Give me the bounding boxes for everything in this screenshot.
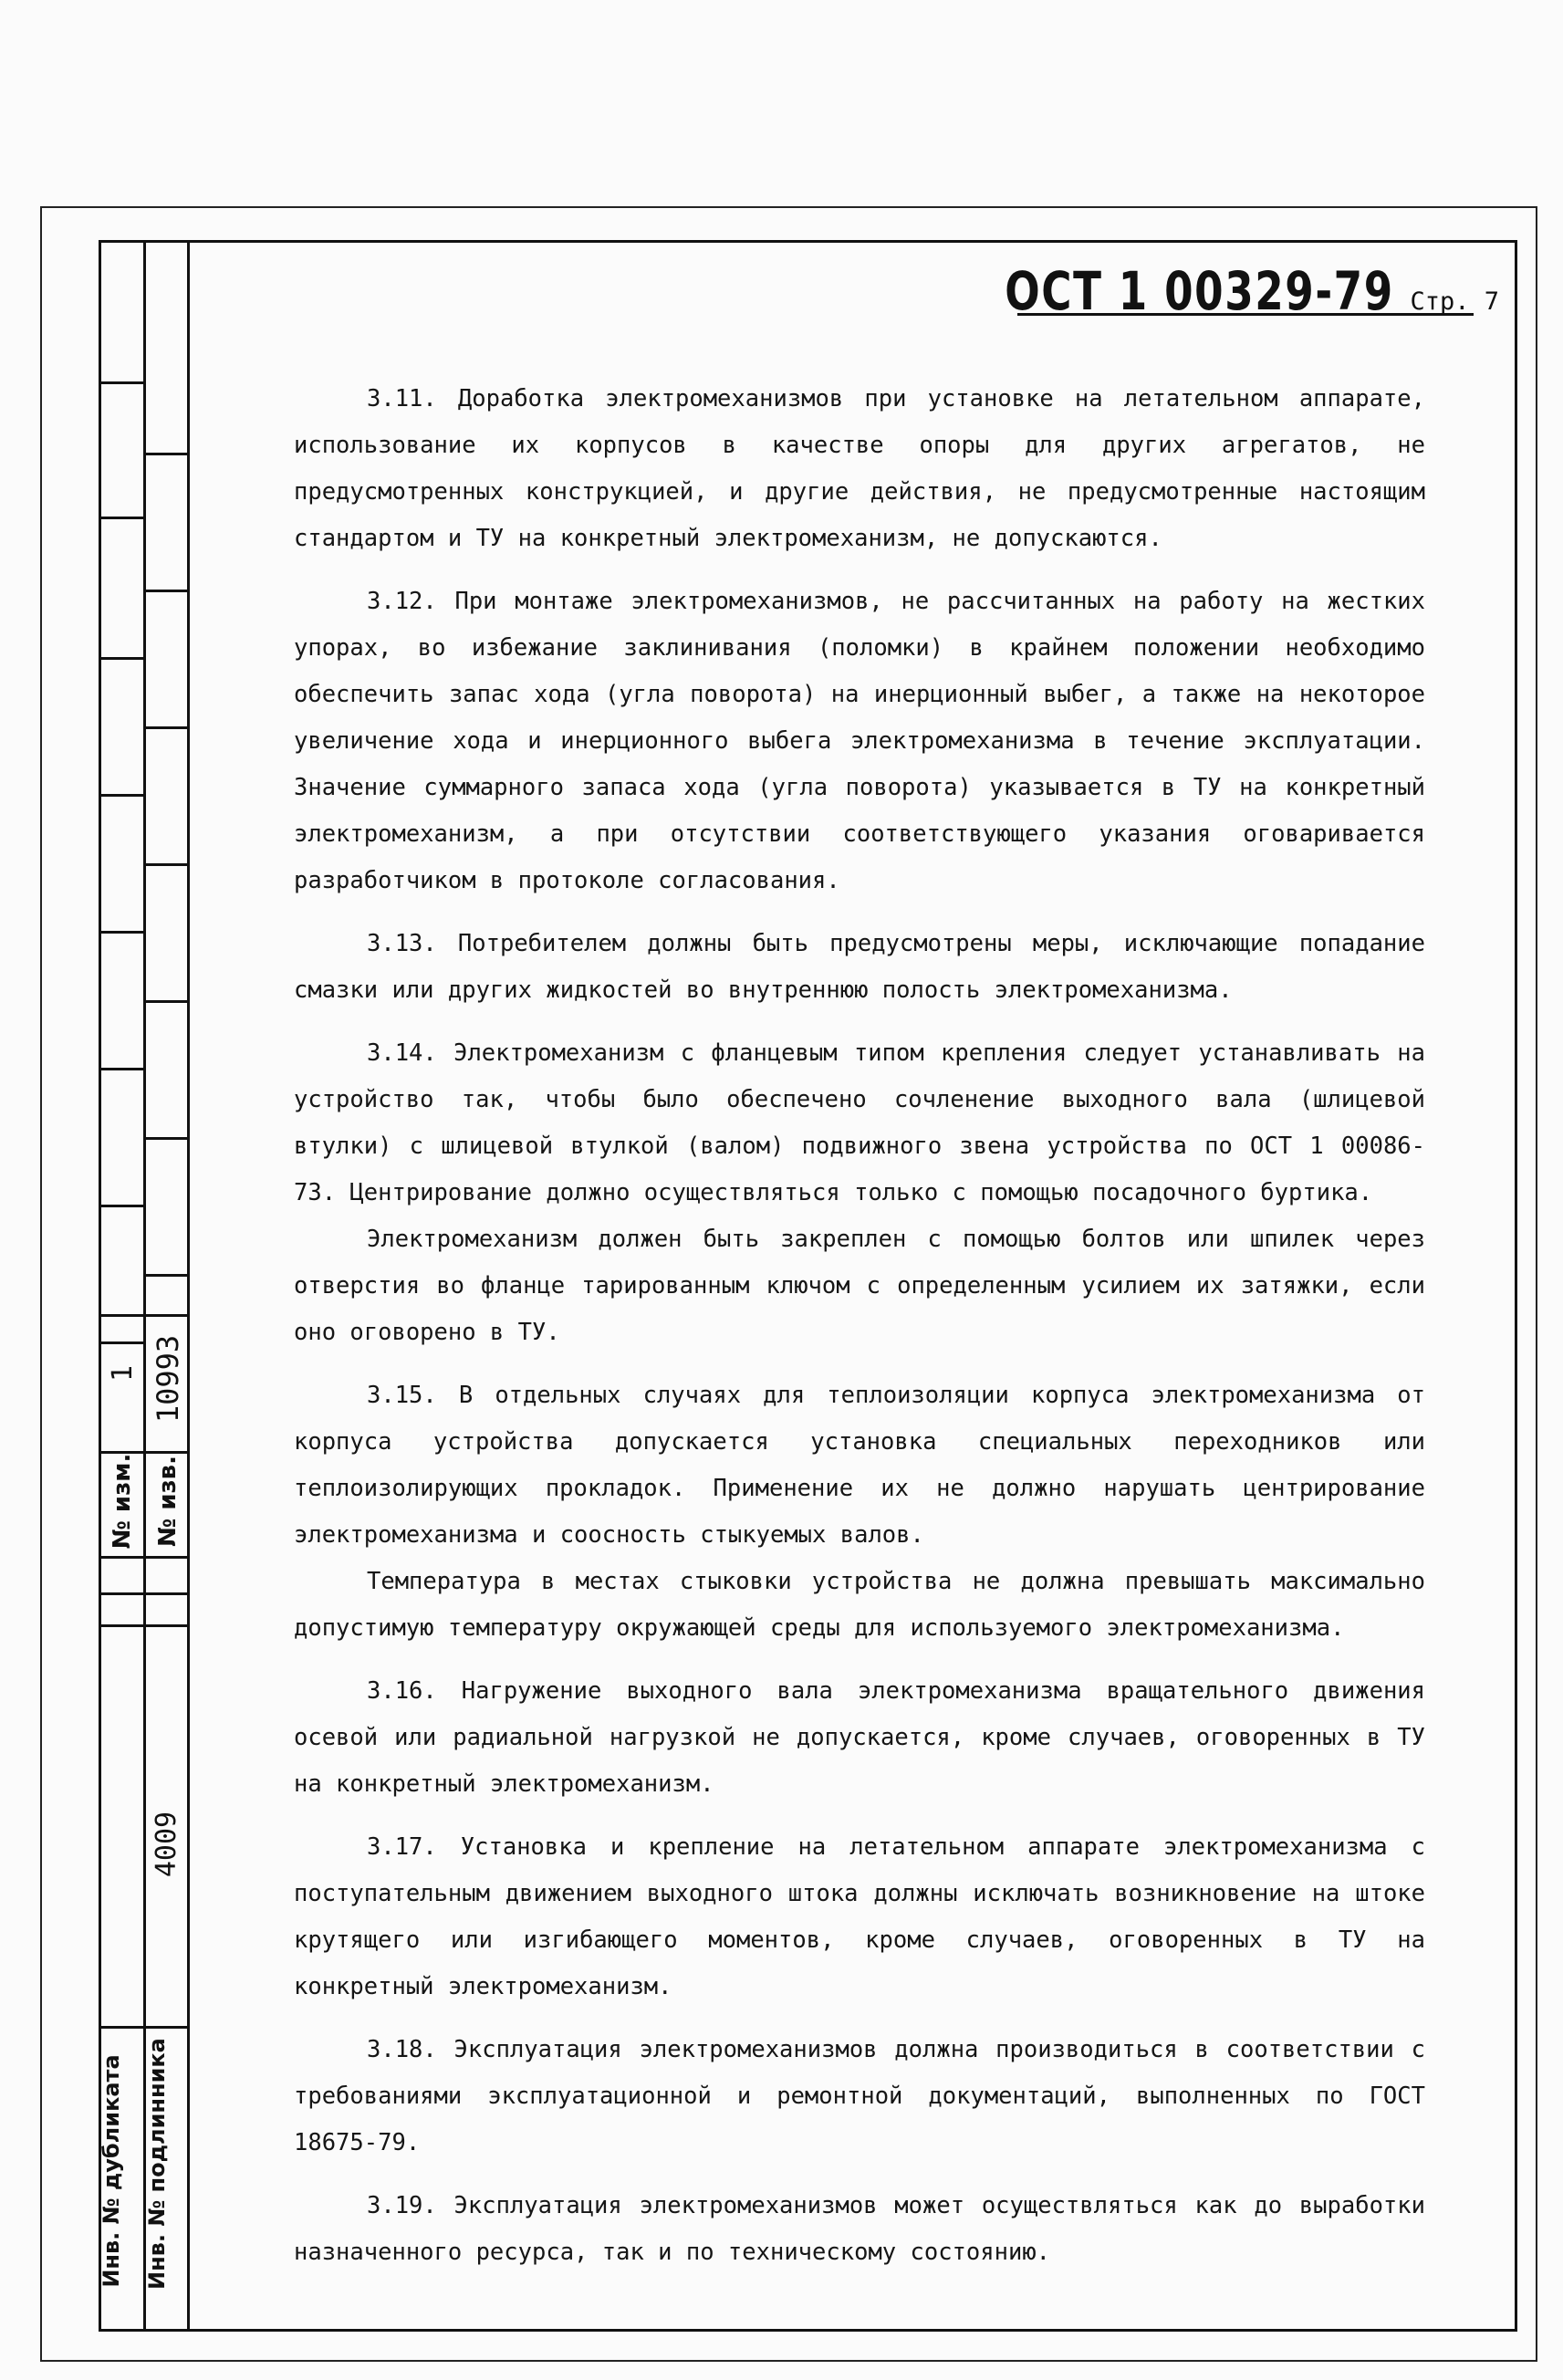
stamp-column-left (99, 240, 146, 2332)
paragraph-3-17: 3.17. Установка и крепление на летательном аппарате электромеханизма с поступательным движением выходного штока должны исключать возникновение на штоке крутящего или изгибающего моментов, кроме случаев, оговоренных в ТУ на конкретный электромеханизм. (294, 1833, 1425, 2000)
stamp-line (143, 453, 190, 455)
stamp-column-right (143, 240, 190, 2332)
original-inventory-value: 4009 (151, 1811, 182, 1878)
stamp-line (99, 1592, 190, 1595)
stamp-line (143, 1137, 190, 1140)
original-inventory-label: Инв. № подлинника (144, 2038, 170, 2290)
duplicate-inventory-label: Инв. № дубликата (99, 2054, 124, 2288)
stamp-line (99, 1624, 190, 1627)
document-code: ОСТ 1 00329-79 (1004, 260, 1394, 322)
notice-number-label: № изв. (154, 1456, 182, 1547)
stamp-line (99, 381, 146, 384)
notice-number-value: 10993 (151, 1334, 185, 1424)
stamp-line (99, 794, 146, 797)
stamp-line (99, 1556, 190, 1559)
paragraph-3-14: 3.14. Электромеханизм с фланцевым типом крепления следует устанавливать на устройство так, чтобы было обеспечено сочленение выходного вала (шлицевой втулки) с шлицевой втулкой (валом) подвижного звена устройства по ОСТ 1 00086-73. Центрирование должно осуществляться только с помощью посадочного буртика. (294, 1039, 1425, 1206)
paragraph-3-14-b: Электромеханизм должен быть закреплен с помощью болтов или шпилек через отверстия во фланце тарированным ключом с определенным усилием их затяжки, если оно оговорено в ТУ. (294, 1226, 1425, 1346)
stamp-line (143, 726, 190, 729)
page-number: Стр. 7 (1410, 287, 1499, 316)
header-underline (1017, 313, 1474, 316)
stamp-line (143, 1000, 190, 1003)
stamp-line (99, 2026, 190, 2029)
stamp-line (99, 931, 146, 934)
stamp-line (99, 1068, 146, 1070)
stamp-line (99, 657, 146, 660)
paragraph-3-19: 3.19. Эксплуатация электромеханизмов может осуществляться как до выработки назначенного ресурса, так и по техническому состоянию. (294, 2192, 1425, 2266)
paragraph-3-12: 3.12. При монтаже электромеханизмов, не рассчитанных на работу на жестких упорах, во избежание заклинивания (поломки) в крайнем положении необходимо обеспечить запас хода (угла поворота) на инерционный выбег, а также на некоторое увеличение хода и инерционного выбега электромеханизма в течение эксплуатации. Значение суммарного запаса хода (угла поворота) указывается в ТУ на конкретный электромеханизм, а при отсутствии соответствующего указания оговаривается разработчиком в протоколе согласования. (294, 588, 1425, 894)
stamp-line (143, 590, 190, 592)
stamp-line (143, 1274, 190, 1277)
change-number-value: 1 (107, 1364, 139, 1383)
paragraph-3-16: 3.16. Нагружение выходного вала электромеханизма вращательного движения осевой или радиальной нагрузкой не допускается, кроме случаев, оговоренных в ТУ на конкретный электромеханизм. (294, 1677, 1425, 1798)
paragraph-3-11: 3.11. Доработка электромеханизмов при установке на летательном аппарате, использование их корпусов в качестве опоры для других агрегатов, не предусмотренных конструкцией, и другие действия, не предусмотренные настоящим стандартом и ТУ на конкретный электромеханизм, не допускаются. (294, 385, 1425, 552)
document-body (294, 376, 1425, 2292)
stamp-line (99, 517, 146, 519)
paragraph-3-18: 3.18. Эксплуатация электромеханизмов должна производиться в соответствии с требованиями эксплуатационной и ремонтной документаций, выполненных по ГОСТ 18675-79. (294, 2036, 1425, 2156)
paragraph-3-15-b: Температура в местах стыковки устройства не должна превышать максимально допустимую температуру окружающей среды для используемого электромеханизма. (294, 1568, 1425, 1642)
paragraph-3-13: 3.13. Потребителем должны быть предусмотрены меры, исключающие попадание смазки или других жидкостей во внутреннюю полость электромеханизма. (294, 930, 1425, 1004)
stamp-line (143, 863, 190, 866)
stamp-line (99, 1205, 146, 1207)
paragraph-3-15: 3.15. В отдельных случаях для теплоизоляции корпуса электромеханизма от корпуса устройства допускается установка специальных переходников или теплоизолирующих прокладок. Применение их не должно нарушать центрирование электромеханизма и соосность стыкуемых валов. (294, 1382, 1425, 1549)
change-number-label: № изм. (109, 1453, 136, 1550)
